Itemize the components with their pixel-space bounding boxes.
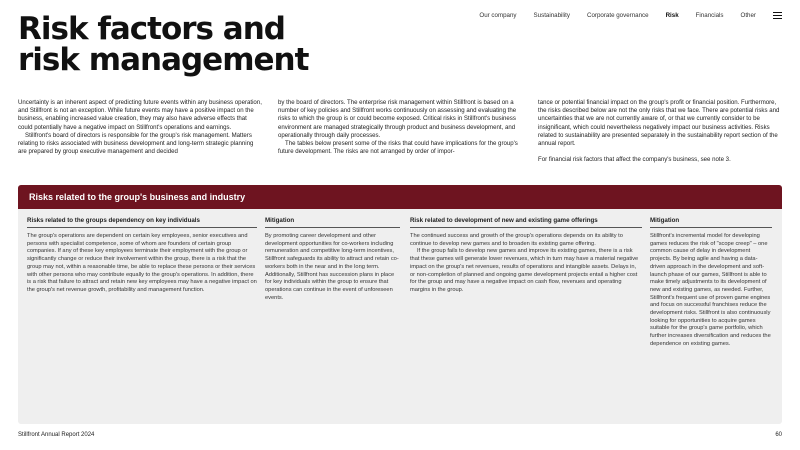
risk-table-key-individuals (27, 214, 400, 349)
intro-text (18, 99, 782, 164)
risk-text: The group's operations are dependent on certain key employees, senior executives and persons with specialist competence, some of whom are founders of certain group companies. If any of these key employees terminate their employment with the group or significantly change or reduce their involvement within the group, there is a risk that the group may not, within a reasonable time, be able to replace these persons or their services with other persons who may contribute equally to the group's operations. In addition, there is a risk that failure to attract and retain new key employees may have a negative impact on the group's net revenue growth, profitability and management function. (27, 233, 257, 293)
nav-our-company[interactable]: Our company (479, 12, 517, 19)
intro-paragraph: tance or potential financial impact on the group's profit or financial position. Furthermore, the risks described below are not the only risks that we face. There are potential risks and uncertainties that we are not currently aware of, or that we currently consider to be insignificant, which could nevertheless negatively impact our business activities. Risks related to sustainability are presented separately in the sustainability report section of the annual report. (538, 99, 780, 148)
intro-column-2 (278, 99, 522, 164)
risk-text: The continued success and growth of the group's operations depends on its ability to continue to develop new games and to broaden its existing game offering. (409, 233, 623, 247)
mitigation-column (650, 214, 772, 349)
page-title-line2: risk management (18, 42, 309, 78)
intro-column-3 (538, 99, 782, 164)
nav-risk[interactable]: Risk (665, 12, 679, 19)
hamburger-menu-icon[interactable] (773, 12, 782, 19)
mitigation-column (265, 214, 400, 349)
page-title-line1: Risk factors and (18, 11, 285, 47)
mitigation-text: By promoting career development and other development opportunities for co-workers including remuneration and competitive long-term incentives, Stillfront safeguards its ability to attract and retain co-workers both in the near and in the long term. Additionally, Stillfront has succession plans in place for key individuals within the group to ensure that operations can continue in the event of unforeseen events. (265, 233, 399, 301)
risk-table-game-offerings (410, 214, 772, 349)
nav-corporate-governance[interactable]: Corporate governance (587, 12, 649, 19)
intro-paragraph: by the board of directors. The enterprise risk management within Stillfront is based on a number of key policies and Stillfront works continuously on assessing and evaluating the risks to which the group is or could become exposed. Critical risks in Stillfront's business environment are managed strategically through product and business development, and operationally through daily processes. (278, 99, 517, 139)
page-title (18, 11, 309, 78)
intro-paragraph: Stillfront's board of directors is responsible for the group's risk management. Matters relating to risks associated with business development and long-term strategic planning are prepared by group executive management and decided (18, 131, 254, 156)
mitigation-heading: Mitigation (650, 214, 772, 228)
nav-other[interactable]: Other (740, 12, 756, 19)
risk-column (410, 214, 642, 349)
top-nav (462, 12, 782, 19)
nav-financials[interactable]: Financials (695, 12, 724, 19)
nav-sustainability[interactable]: Sustainability (533, 12, 570, 19)
risk-text: If the group fails to develop new games and improve its existing games, there is a risk that these games will generate lower revenues, which in turn may have a material negative impact on the group's net revenues, results of operations and intangible assets. Delays in, or non-completion of planned and ongoing game development projects entail a higher cost for the group and may have a negative impact on cash flow, revenues and operating margins in the group. (409, 248, 639, 293)
risk-panel-header: Risks related to the group's business and industry (18, 185, 782, 209)
risk-panel (18, 185, 782, 424)
mitigation-description (650, 233, 772, 349)
risk-column (27, 214, 257, 349)
risk-description (27, 233, 257, 295)
page-number: 60 (775, 432, 782, 438)
mitigation-heading: Mitigation (265, 214, 400, 228)
risk-column-heading: Risks related to the groups dependency on key individuals (27, 214, 257, 228)
intro-paragraph: The tables below present some of the risks that could have implications for the group's future development. The risks are not arranged by order of impor- (278, 140, 518, 156)
risk-column-heading: Risk related to development of new and existing game offerings (410, 214, 642, 228)
risk-tables (18, 209, 782, 349)
intro-paragraph: Uncertainty is an inherent aspect of predicting future events within any business operation, and Stillfront is not an exception. While future events may have a positive impact on the business, enabling increased value creation, they may also have adverse effects that could potentially have a negative impact on Stillfront's operations and earnings. (18, 99, 262, 131)
mitigation-description (265, 233, 400, 302)
footer-report-name: Stillfront Annual Report 2024 (18, 432, 95, 438)
intro-column-1 (18, 99, 262, 164)
risk-description (410, 233, 642, 295)
intro-paragraph: For financial risk factors that affect the company's business, see note 3. (538, 156, 731, 164)
mitigation-text: Stillfront's incremental model for developing games reduces the risk of "scope creep" – one common cause of delay in development projects. By being agile and having a data-driven approach in the development and soft-launch phase of our games, Stillfront is able to make timely adjustments to its development of new and existing games, as needed. Further, Stillfront's frequent use of proven game engines and focus on successful franchises reduce the development risks. Stillfront is also continuously looking for opportunities to acquire games suitable for the group's game portfolio, which further increases diversification and reduces the dependence on existing games. (649, 233, 771, 347)
